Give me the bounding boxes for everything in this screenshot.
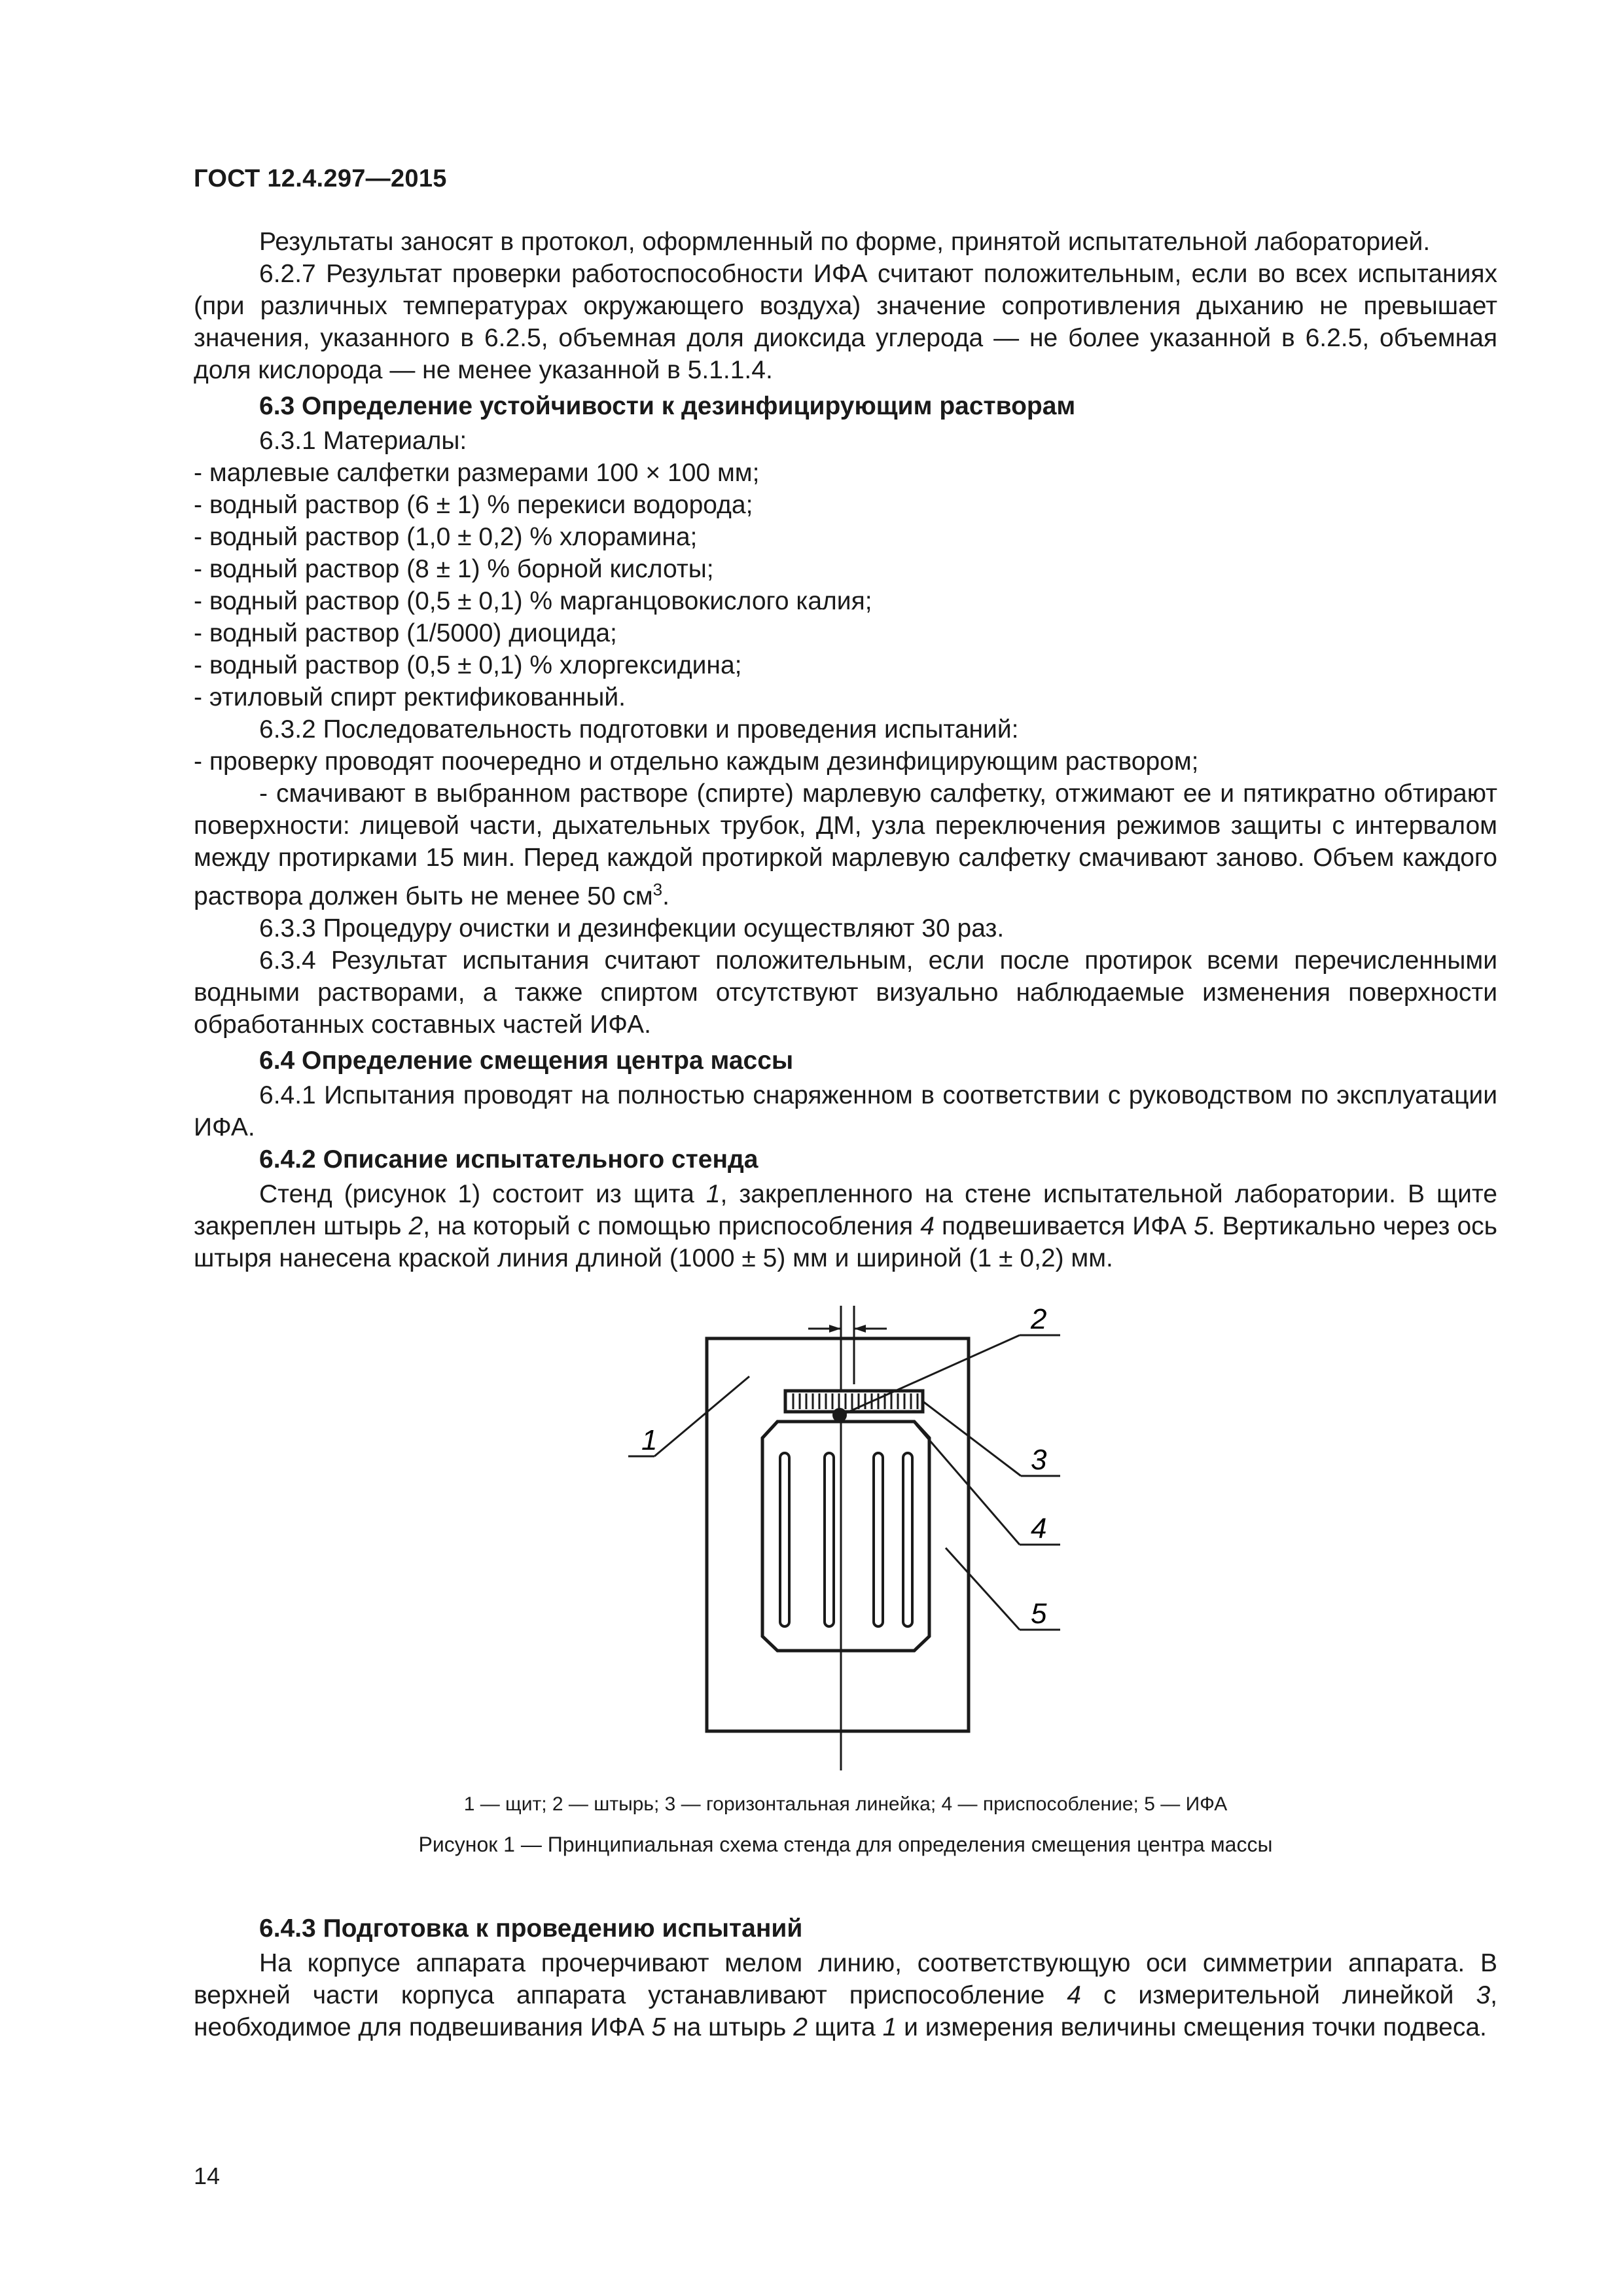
label-2: 2 [1031, 1303, 1047, 1335]
ref-number: 4 [920, 1212, 935, 1240]
ref-number: 2 [793, 2013, 808, 2041]
heading-6-4-3: 6.4.3 Подготовка к проведению испытаний [259, 1914, 803, 1943]
text: На корпусе аппарата прочерчивают мелом линию, соответствующую оси симметрии аппарата. В верхней части корпуса аппарата устанавливают приспособление [194, 1949, 1497, 2009]
ref-number: 4 [1067, 1981, 1081, 2009]
list-item-text: - смачивают в выбранном растворе (спирте) марлевую салфетку, отжимают ее и пятикратно обтирают поверхности: лицевой части, дыхательных трубок, ДМ, узла переключения режимов защиты с интервалом между протирками 15 мин. Перед каждой протиркой марлевую салфетку смачивают заново. Объем каждого раствора должен быть не менее 50 см [194, 780, 1497, 910]
list-item: - водный раствор (6 ± 1) % перекиси водорода; [194, 491, 753, 519]
list-item: - водный раствор (8 ± 1) % борной кислоты; [194, 555, 714, 583]
list-item: - водный раствор (1/5000) диоцида; [194, 619, 617, 647]
body-upper [194, 226, 1497, 1274]
list-item: - водный раствор (0,5 ± 0,1) % марганцовокислого калия; [194, 587, 872, 615]
ref-number: 2 [408, 1212, 423, 1240]
paragraph-6-3-4: 6.3.4 Результат испытания считают положительным, если после протирок всеми перечисленными водными растворами, а также спиртом отсутствуют визуально наблюдаемые изменения поверхности обработанных составных частей ИФА. [194, 946, 1497, 1039]
list-item: - проверку проводят поочередно и отдельно каждым дезинфицирующим раствором; [194, 747, 1199, 776]
text: Стенд (рисунок 1) состоит из щита [259, 1180, 706, 1208]
document-number: ГОСТ 12.4.297—2015 [194, 165, 447, 192]
paragraph-6-4-2 [194, 1178, 1497, 1274]
list-item [194, 778, 1497, 912]
ref-number: 1 [882, 2013, 897, 2041]
text: с измерительной линейкой [1080, 1981, 1476, 2009]
ref-number: 5 [651, 2013, 666, 2041]
leader-3 [923, 1401, 1021, 1476]
page-number: 14 [194, 2162, 221, 2189]
text: щита [807, 2013, 883, 2041]
text: подвешивается ИФА [934, 1212, 1194, 1240]
ref-number: 1 [705, 1180, 721, 1208]
ref-number: 3 [1476, 1981, 1491, 2009]
list-item: - водный раствор (0,5 ± 0,1) % хлоргексидина; [194, 651, 742, 679]
paragraph: Результаты заносят в протокол, оформленный по форме, принятой испытательной лабораторией. [259, 228, 1431, 256]
paragraph-6-3-3: 6.3.3 Процедуру очистки и дезинфекции осуществляют 30 раз. [259, 914, 1005, 942]
list-item: - марлевые салфетки размерами 100 × 100 мм; [194, 459, 760, 487]
ref-number: 5 [1194, 1212, 1208, 1240]
label-1: 1 [641, 1424, 658, 1456]
text: , на который с помощью приспособления [423, 1212, 921, 1240]
paragraph-6-2-7: 6.2.7 Результат проверки работоспособности ИФА считают положительным, если во всех испытаниях (при различных температурах окружающего воздуха) значение сопротивления дыханию не превышает значения, указанного в 6.2.5, объемная доля диоксида углерода — не более указанной в 6.2.5, объемная доля кислорода — не менее указанной в 5.1.1.4. [194, 260, 1497, 384]
period: . [662, 882, 669, 910]
label-5: 5 [1031, 1598, 1047, 1630]
sequence-title: 6.3.2 Последовательность подготовки и проведения испытаний: [259, 715, 1019, 744]
heading-6-3: 6.3 Определение устойчивости к дезинфицирующим растворам [259, 392, 1076, 420]
body-lower [194, 1909, 1497, 2043]
text: и измерения величины смещения точки подвеса. [897, 2013, 1487, 2041]
materials-title: 6.3.1 Материалы: [259, 427, 467, 455]
figure-caption: Рисунок 1 — Принципиальная схема стенда для определения смещения центра массы [418, 1833, 1273, 1856]
list-item: - этиловый спирт ректификованный. [194, 683, 626, 711]
text: . Вертикально через ось штыря нанесена краской линия длиной (1000 ± 5) мм и шириной (1 ± 0,2) мм. [194, 1212, 1497, 1272]
figure-stand-diagram [628, 1286, 1086, 1770]
figure-legend: 1 — щит; 2 — штырь; 3 — горизонтальная линейка; 4 — приспособление; 5 — ИФА [463, 1793, 1228, 1815]
heading-6-4: 6.4 Определение смещения центра массы [259, 1047, 794, 1075]
text: , закрепленного на стене испытательной лаборатории. В щите закреплен штырь [194, 1180, 1497, 1240]
superscript: 3 [652, 880, 663, 899]
label-3: 3 [1031, 1444, 1047, 1476]
arrow-head [854, 1325, 866, 1333]
label-4: 4 [1031, 1513, 1047, 1545]
leader-1 [654, 1376, 749, 1456]
heading-6-4-2: 6.4.2 Описание испытательного стенда [259, 1145, 758, 1174]
paragraph-6-4-3 [194, 1947, 1497, 2043]
arrow-head [829, 1325, 841, 1333]
leader-2 [844, 1335, 1020, 1414]
list-item: - водный раствор (1,0 ± 0,2) % хлорамина; [194, 523, 698, 551]
text: , необходимое для подвешивания ИФА [194, 1981, 1497, 2041]
leader-5 [946, 1548, 1020, 1630]
paragraph-6-4-1: 6.4.1 Испытания проводят на полностью снаряженном в соответствии с руководством по эксплуатации ИФА. [194, 1081, 1497, 1141]
text: на штырь [666, 2013, 794, 2041]
